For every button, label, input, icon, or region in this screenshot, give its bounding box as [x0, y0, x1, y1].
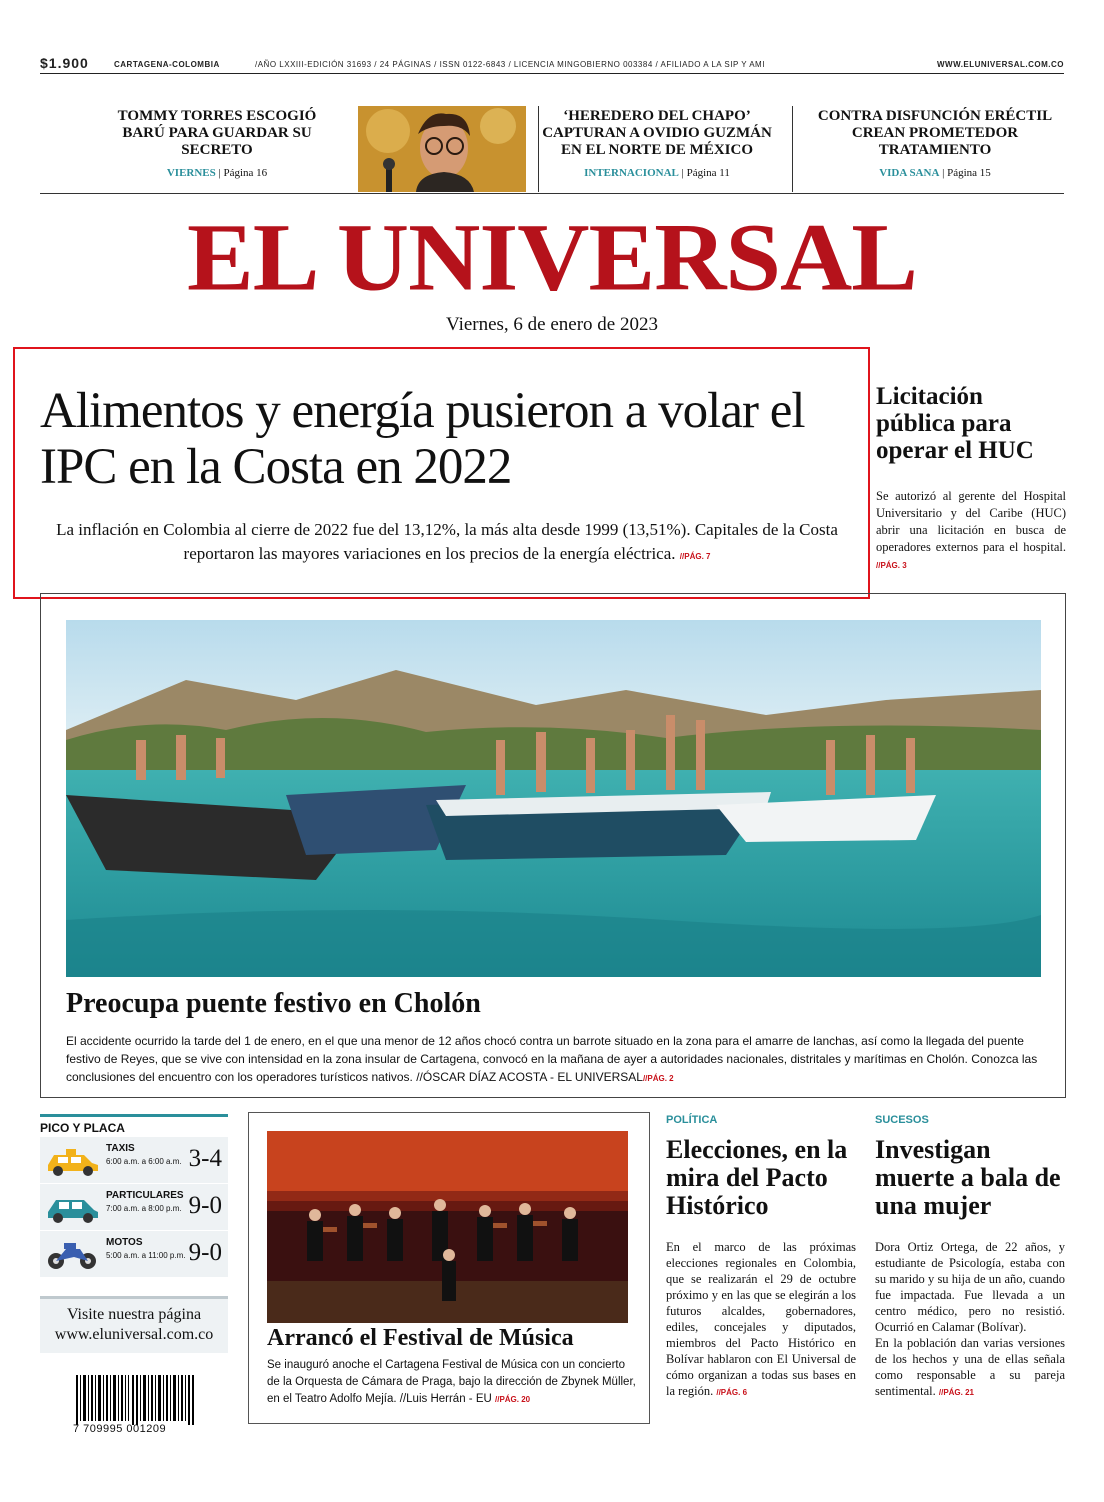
sucesos-page-ref[interactable]: //PÁG. 21 — [938, 1388, 974, 1397]
festival-page-ref[interactable]: //PÁG. 20 — [495, 1395, 531, 1404]
teaser-section: VIDA SANA — [879, 167, 940, 179]
pico-placa-particulares — [40, 1183, 228, 1230]
sucesos-kicker: SUCESOS — [875, 1114, 929, 1126]
teaser-rule — [40, 193, 1064, 194]
boats-image — [66, 620, 1041, 977]
dateline: Viernes, 6 de enero de 2023 — [445, 314, 658, 335]
photo-credit: //ÓSCAR DÍAZ ACOSTA - EL UNIVERSAL — [416, 1070, 643, 1084]
sucesos-body — [875, 1239, 1065, 1401]
festival-text: Se inauguró anoche el Cartagena Festival de Música con un concierto de la Orquesta de Cámara de Praga, bajo la dirección de Zbynek Müller, en el Teatro Adolfo Mejía. //Luis Herrán - EU — [267, 1359, 636, 1405]
pico-placa-title: PICO Y PLACA — [40, 1114, 228, 1135]
pyp-hours: 7:00 a.m. a 8:00 p.m. — [106, 1204, 182, 1213]
visit-line1: Visite nuestra página — [66, 1306, 202, 1323]
photo-story-headline[interactable]: Preocupa puente festivo en Cholón — [66, 988, 481, 1019]
city-label: CARTAGENA-COLOMBIA — [114, 60, 220, 69]
politica-text: En el marco de las próximas elecciones regionales en Colombia, que se realizarán el 29 de octubre próximo y en las que se elegirán a los futuros alcaldes, gobernadores, ediles, concejales y diputados, miembros del Pacto Histórico en Bolívar hablaron con El Universal de cómo organizan a todas sus bases en la región. — [666, 1240, 856, 1398]
lead-deck-text: La inflación en Colombia al cierre de 2022 fue del 13,12%, la más alta desde 1999 (13,51%). Capitales de la Costa reportaron las mayores variaciones en los precios de la energía eléctrica. — [56, 520, 838, 563]
singer-photo — [358, 106, 526, 192]
photo-story-body — [66, 1032, 1041, 1088]
lead-page-ref[interactable]: //PÁG. 7 — [679, 552, 711, 561]
teaser-divider — [792, 106, 793, 192]
orchestra-image — [267, 1131, 628, 1323]
festival-body — [267, 1357, 637, 1408]
sucesos-headline[interactable]: Investigan muerte a bala de una mujer — [875, 1135, 1061, 1220]
pico-placa-motos — [40, 1230, 228, 1277]
price: $1.900 — [40, 55, 89, 71]
politica-headline[interactable]: Elecciones, en la mira del Pacto Histórico — [666, 1135, 848, 1220]
huc-body — [876, 488, 1066, 574]
motorcycle-icon — [44, 1237, 100, 1271]
barcode-number: 7 709995 001209 — [73, 1423, 167, 1435]
teaser-photo-tommy-torres[interactable] — [358, 106, 526, 192]
barcode-icon — [76, 1375, 194, 1425]
car-icon — [44, 1190, 100, 1224]
teaser-page: | Página 11 — [681, 167, 730, 179]
cholon-boats-photo[interactable] — [66, 620, 1041, 977]
photo-story-page-ref[interactable]: //PÁG. 2 — [642, 1074, 674, 1083]
politica-body — [666, 1239, 856, 1401]
pyp-digits: 9-0 — [188, 1192, 222, 1219]
teaser-section: INTERNACIONAL — [584, 167, 679, 179]
masthead-logo: EL UNIVERSAL — [187, 204, 917, 311]
teaser-page: | Página 15 — [942, 167, 991, 179]
visit-url[interactable]: www.eluniversal.com.co — [54, 1326, 214, 1343]
huc-page-ref[interactable]: //PÁG. 3 — [876, 561, 907, 570]
pico-placa-taxis — [40, 1136, 228, 1183]
visit-website-box[interactable] — [40, 1296, 228, 1353]
teaser-divider — [538, 106, 539, 192]
top-strip — [40, 57, 1064, 74]
pyp-hours: 6:00 a.m. a 6:00 a.m. — [106, 1157, 182, 1166]
website-link[interactable]: WWW.ELUNIVERSAL.COM.CO — [937, 60, 1064, 69]
huc-body-text: Se autorizó al gerente del Hospital Universitario y del Caribe (HUC) abrir una licitación en busca de operadores externos para el hospital. — [876, 489, 1066, 554]
politica-page-ref[interactable]: //PÁG. 6 — [716, 1388, 748, 1397]
lead-deck — [42, 518, 852, 569]
teaser-ovidio-guzman[interactable] — [540, 108, 774, 182]
taxi-icon — [44, 1143, 100, 1177]
teaser-disfuncion[interactable] — [810, 108, 1060, 182]
edition-info: /AÑO LXXIII-EDICIÓN 31693 / 24 PÁGINAS / ISSN 0122-6843 / LICENCIA MINGOBIERNO 003384 / AFILIADO A LA SIP Y AMI — [255, 60, 765, 69]
pyp-hours: 5:00 a.m. a 11:00 p.m. — [106, 1251, 186, 1260]
teaser-page: | Página 16 — [218, 167, 268, 179]
pyp-digits: 9-0 — [188, 1239, 222, 1266]
festival-headline[interactable]: Arrancó el Festival de Música — [267, 1325, 574, 1351]
huc-headline[interactable]: Licitación pública para operar el HUC — [876, 383, 1034, 464]
politica-kicker: POLÍTICA — [666, 1114, 718, 1126]
lead-headline[interactable]: Alimentos y energía pusieron a volar el IPC en la Costa en 2022 — [40, 383, 805, 495]
pyp-label: TAXIS — [106, 1143, 135, 1154]
pyp-label: PARTICULARES — [106, 1190, 184, 1201]
teaser-tommy-torres[interactable] — [112, 108, 322, 182]
pyp-label: MOTOS — [106, 1237, 143, 1248]
teaser-section: VIERNES — [166, 167, 216, 179]
sucesos-text-2: En la población dan varias versiones de los hechos y una de ellas señala como responsable a su pareja sentimental. — [875, 1336, 1065, 1398]
teaser-title: CONTRA DISFUNCIÓN ERÉCTIL CREAN PROMETEDOR TRATAMIENTO — [817, 108, 1053, 158]
festival-orchestra-photo[interactable] — [267, 1131, 628, 1323]
sucesos-text-1: Dora Ortiz Ortega, de 22 años, y estudiante de Psicología, estaba con su marido y su hija de un año, cuando fue impactada. Fue llevada a un centro médico, pero no resistió. Ocurrió en Calamar (Bolívar). — [875, 1240, 1065, 1334]
teaser-title: TOMMY TORRES ESCOGIÓ BARÚ PARA GUARDAR SU SECRETO — [117, 108, 317, 158]
pyp-digits: 3-4 — [188, 1145, 222, 1172]
teaser-title: ‘HEREDERO DEL CHAPO’ CAPTURAN A OVIDIO GUZMÁN EN EL NORTE DE MÉXICO — [542, 108, 772, 158]
photo-story-text: El accidente ocurrido la tarde del 1 de enero, en el que una menor de 12 años chocó contra un barrote situado en la zona para el amarre de lanchas, así como la llegada del puente festivo de Reyes, que se vive con intensidad en la zona insular de Cartagena, convocó en la mañana de ayer a autoridades nacionales, distritales y marítimas en Cholón. Conozca las conclusiones del encuentro con los operadores turísticos nativos. — [66, 1034, 1038, 1084]
